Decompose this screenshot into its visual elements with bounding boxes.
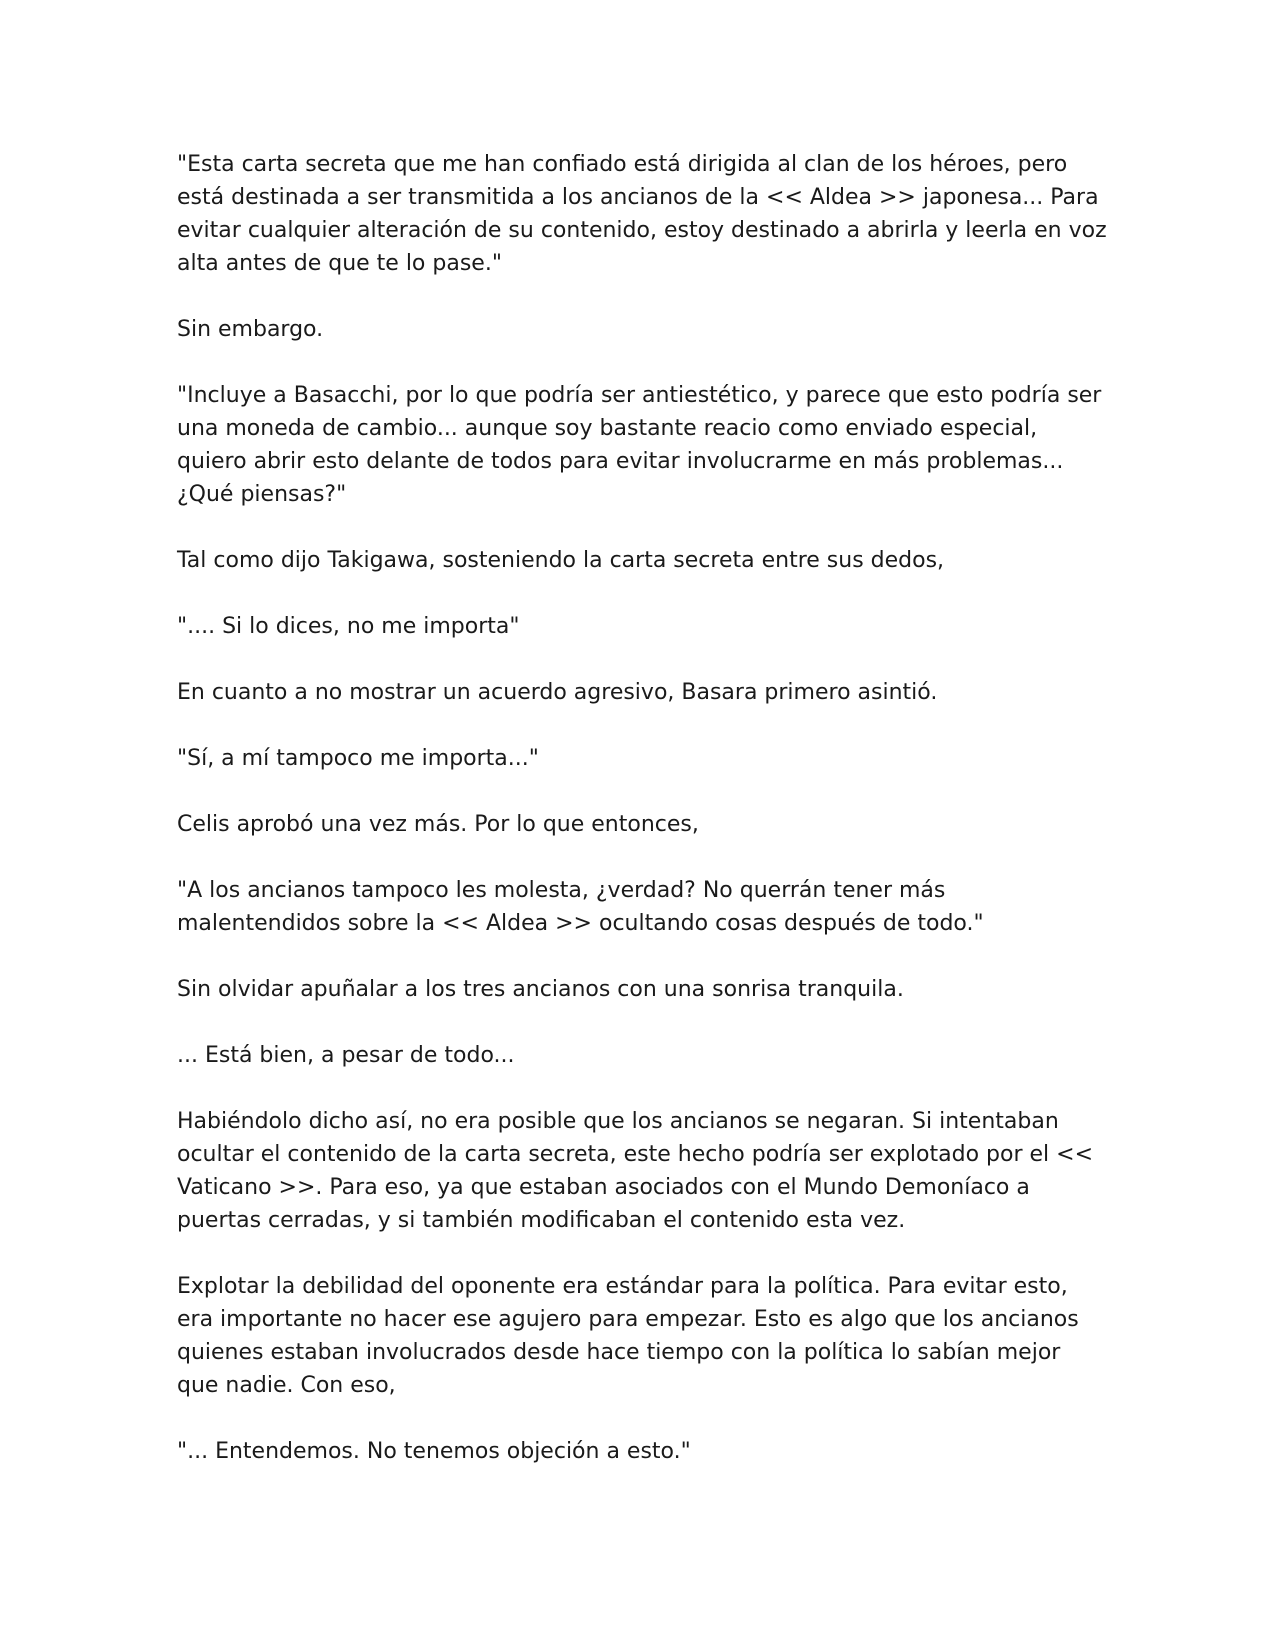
paragraph: "... Entendemos. No tenemos objeción a esto." xyxy=(177,1439,691,1464)
paragraph: Tal como dijo Takigawa, sosteniendo la carta secreta entre sus dedos, xyxy=(177,548,945,573)
paragraph: ".... Si lo dices, no me importa" xyxy=(177,614,520,639)
paragraph: Habiéndolo dicho así, no era posible que los ancianos se negaran. Si intentaban ocultar el contenido de la carta secreta, este hecho podría ser explotado por el << Vaticano >>. Para eso, ya que estaban asociados con el Mundo Demoníaco a puertas cerradas, y si también modificaban el contenido esta vez. xyxy=(177,1109,1093,1233)
document-body xyxy=(177,148,1107,1501)
paragraph: "Incluye a Basacchi, por lo que podría ser antiestético, y parece que esto podría ser una moneda de cambio... aunque soy bastante reacio como enviado especial, quiero abrir esto delante de todos para evitar involucrarme en más problemas... ¿Qué piensas?" xyxy=(177,383,1102,507)
paragraph: En cuanto a no mostrar un acuerdo agresivo, Basara primero asintió. xyxy=(177,680,938,705)
paragraph: "Esta carta secreta que me han confiado está dirigida al clan de los héroes, pero está destinada a ser transmitida a los ancianos de la << Aldea >> japonesa... Para evitar cualquier alteración de su contenido, estoy destinado a abrirla y leerla en voz alta antes de que te lo pase." xyxy=(177,152,1107,276)
paragraph: Explotar la debilidad del oponente era estándar para la política. Para evitar esto, era importante no hacer ese agujero para empezar. Esto es algo que los ancianos quienes estaban involucrados desde hace tiempo con la política lo sabían mejor que nadie. Con eso, xyxy=(177,1274,1079,1398)
paragraph: Sin olvidar apuñalar a los tres ancianos con una sonrisa tranquila. xyxy=(177,977,904,1002)
paragraph: "Sí, a mí tampoco me importa..." xyxy=(177,746,539,771)
paragraph: Celis aprobó una vez más. Por lo que entonces, xyxy=(177,812,699,837)
paragraph: "A los ancianos tampoco les molesta, ¿verdad? No querrán tener más malentendidos sobre la << Aldea >> ocultando cosas después de todo." xyxy=(177,878,984,936)
paragraph: Sin embargo. xyxy=(177,317,324,342)
paragraph: ... Está bien, a pesar de todo... xyxy=(177,1043,515,1068)
